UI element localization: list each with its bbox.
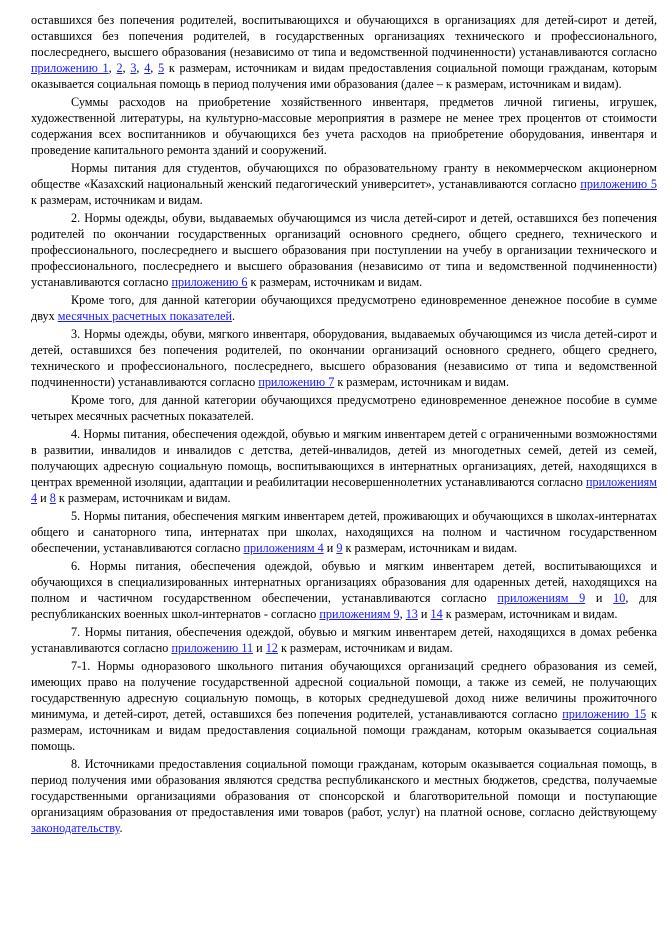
- link-appendix-4[interactable]: приложениям 4: [243, 541, 324, 555]
- paragraph-text: .: [232, 309, 236, 323]
- paragraph-item-7-1: [31, 658, 657, 754]
- paragraph-text: 2. Нормы одежды, обуви, выдаваемых обучающимся из числа детей-сирот и детей, оставшихся без попечения родителей по окончании государственных организаций основного среднего, общего среднего, технического и профессионального, послесреднего и высшего образования при поступлении на учебу в организации технического и профессионального, послесреднего и высшего образования (независимо от типа и ведомственной подчиненности) устанавливаются согласно: [31, 211, 657, 289]
- paragraph-continuation: [31, 12, 657, 92]
- paragraph-text: оставшихся без попечения родителей, воспитывающихся и обучающихся в организациях для детей-сирот и детей, оставшихся без попечения родителей, в государственных организациях технического и профессионального, послесреднего, высшего образования (независимо от типа и ведомственной подчиненности) устанавливаются согласно: [31, 13, 657, 59]
- link-appendix-2[interactable]: 2: [116, 61, 123, 75]
- link-appendix-9[interactable]: приложениям 9: [497, 591, 586, 605]
- link-appendix-12[interactable]: 12: [265, 641, 278, 655]
- separator: и: [417, 607, 431, 621]
- link-appendix-14[interactable]: 14: [430, 607, 443, 621]
- paragraph-text: 4. Нормы питания, обеспечения одеждой, обувью и мягким инвентарем детей с ограниченными возможностями в развитии, инвалидов и инвалидов с детства, детей-инвалидов, детей из многодетных семей, детей из семей, получающих адресную социальную помощь, воспитывающихся в интернатных организациях, детей, находящихся в центрах временной изоляции, адаптации и реабилитации несовершеннолетних устанавливаются согласно: [31, 427, 657, 489]
- separator: и: [323, 541, 337, 555]
- link-appendix-1[interactable]: приложению 1: [31, 61, 109, 75]
- link-appendix-4[interactable]: приложениям 4: [31, 475, 657, 505]
- paragraph-item-3: [31, 326, 657, 390]
- link-appendix-3[interactable]: 3: [130, 61, 137, 75]
- paragraph-expenses: Суммы расходов на приобретение хозяйственного инвентаря, предметов личной гигиены, игрушек, художественной литературы, на культурно-массовые мероприятия в размере не менее трех процентов от стоимости содержания всех воспитанников и обучающихся без учета расходов на приобретение оборудования, инвентаря и проведение капитального ремонта зданий и сооружений.: [31, 95, 657, 157]
- paragraph-text: .: [119, 821, 123, 835]
- link-appendix-13[interactable]: 13: [405, 607, 418, 621]
- paragraph-text: к размерам, источникам и видам.: [334, 375, 510, 389]
- paragraph-item-8: [31, 756, 657, 836]
- separator: ,: [122, 61, 131, 75]
- link-appendix-5[interactable]: приложению 5: [580, 177, 657, 191]
- separator: и: [37, 491, 50, 505]
- paragraph-text: к размерам, источникам и видам.: [55, 491, 231, 505]
- link-monthly-indicators[interactable]: месячных расчетных показателей: [57, 309, 233, 323]
- paragraph-text: Нормы питания для студентов, обучающихся по образовательному гранту в некоммерческом акционерном обществе «Казахский национальный женский педагогический университет», устанавливаются согласно: [31, 161, 657, 191]
- separator: ,: [399, 607, 406, 621]
- paragraph-text: к размерам, источникам и видам.: [342, 541, 518, 555]
- paragraph-student-nutrition: [31, 160, 657, 208]
- paragraph-text: 7. Нормы питания, обеспечения одеждой, обувью и мягким инвентарем детей, находящихся в домах ребенка устанавливаются согласно: [31, 625, 657, 655]
- link-appendix-5[interactable]: 5: [158, 61, 165, 75]
- separator: ,: [150, 61, 159, 75]
- paragraph-text: к размерам, источникам и видам предоставления социальной помощи гражданам, которым оказывается социальная помощь.: [31, 707, 657, 753]
- link-appendix-6[interactable]: приложению 6: [171, 275, 248, 289]
- paragraph-text: 7-1. Нормы одноразового школьного питания обучающихся организаций среднего образования из семей, имеющих право на получение государственной адресной социальной помощи, а также из семей, не получающих государственную адресную социальную помощь, в которых среднедушевой доход ниже величины прожиточного минимума, и детей-сирот, детей, оставшихся без попечения родителей, устанавливаются согласно: [31, 659, 657, 721]
- link-appendix-10[interactable]: 10: [613, 591, 626, 605]
- separator: ,: [108, 61, 117, 75]
- paragraph-text: к размерам, источникам и видам.: [442, 607, 618, 621]
- link-appendix-4[interactable]: 4: [144, 61, 151, 75]
- paragraph-text: к размерам, источникам и видам.: [247, 275, 423, 289]
- paragraph-text: к размерам, источникам и видам предоставления социальной помощи гражданам, которым оказывается социальная помощь в период получения ими образования (далее – к размерам, источникам и видам).: [31, 61, 658, 91]
- paragraph-item-6: [31, 558, 657, 622]
- link-appendix-9[interactable]: 9: [336, 541, 343, 555]
- paragraph-item-5: [31, 508, 657, 556]
- paragraph-item-7: [31, 624, 657, 656]
- paragraph-text: 8. Источниками предоставления социальной помощи гражданам, которым оказывается социальная помощь, в период получения ими образования являются средства республиканского и местных бюджетов, средства, получаемые государственными организациями образования от спонсорской и благотворительной помощи и поступающие организациям образования от предоставления ими товаров (работ, услуг) на платной основе, согласно действующему: [31, 757, 657, 819]
- separator: ,: [136, 61, 145, 75]
- link-appendix-9[interactable]: приложениям 9: [319, 607, 400, 621]
- paragraph-item-2: [31, 210, 657, 290]
- paragraph-text: Кроме того, для данной категории обучающихся предусмотрено единовременное денежное пособие в сумме двух: [31, 293, 657, 323]
- separator: и: [253, 641, 266, 655]
- paragraph-text: к размерам, источникам и видам.: [277, 641, 453, 655]
- paragraph-text: 5. Нормы питания, обеспечения мягким инвентарем детей, проживающих и обучающихся в школах-интернатах общего и санаторного типа, интернатах при школах, находящихся на полном и частичном государственном обеспечении, устанавливаются согласно: [31, 509, 657, 555]
- separator: и: [585, 591, 614, 605]
- link-appendix-15[interactable]: приложению 15: [562, 707, 647, 721]
- link-appendix-11[interactable]: приложению 11: [171, 641, 254, 655]
- paragraph-text: , для республиканских военных школ-интернатов - согласно: [31, 591, 658, 621]
- link-appendix-7[interactable]: приложению 7: [258, 375, 335, 389]
- paragraph-allowance-two: [31, 292, 657, 324]
- paragraph-item-4: [31, 426, 657, 506]
- paragraph-text: к размерам, источникам и видам.: [31, 193, 203, 207]
- link-appendix-8[interactable]: 8: [49, 491, 56, 505]
- paragraph-text: 6. Нормы питания, обеспечения одеждой, обувью и мягким инвентарем детей, воспитывающихся и обучающихся в специализированных интернатных организациях образования для одаренных детей, находящихся на полном и частичном государственном обеспечении, устанавливаются согласно: [31, 559, 657, 605]
- paragraph-text: 3. Нормы одежды, обуви, мягкого инвентаря, оборудования, выдаваемых обучающимся из числа детей-сирот и детей, оставшихся без попечения родителей, по окончании организаций основного среднего, общего среднего, технического и профессионального, послесреднего, высшего образования (независимо от типа и ведомственной подчиненности) устанавливаются согласно: [31, 327, 657, 389]
- paragraph-allowance-four: Кроме того, для данной категории обучающихся предусмотрено единовременное денежное пособие в сумме четырех месячных расчетных показателей.: [31, 393, 657, 423]
- link-legislation[interactable]: законодательству: [31, 821, 120, 835]
